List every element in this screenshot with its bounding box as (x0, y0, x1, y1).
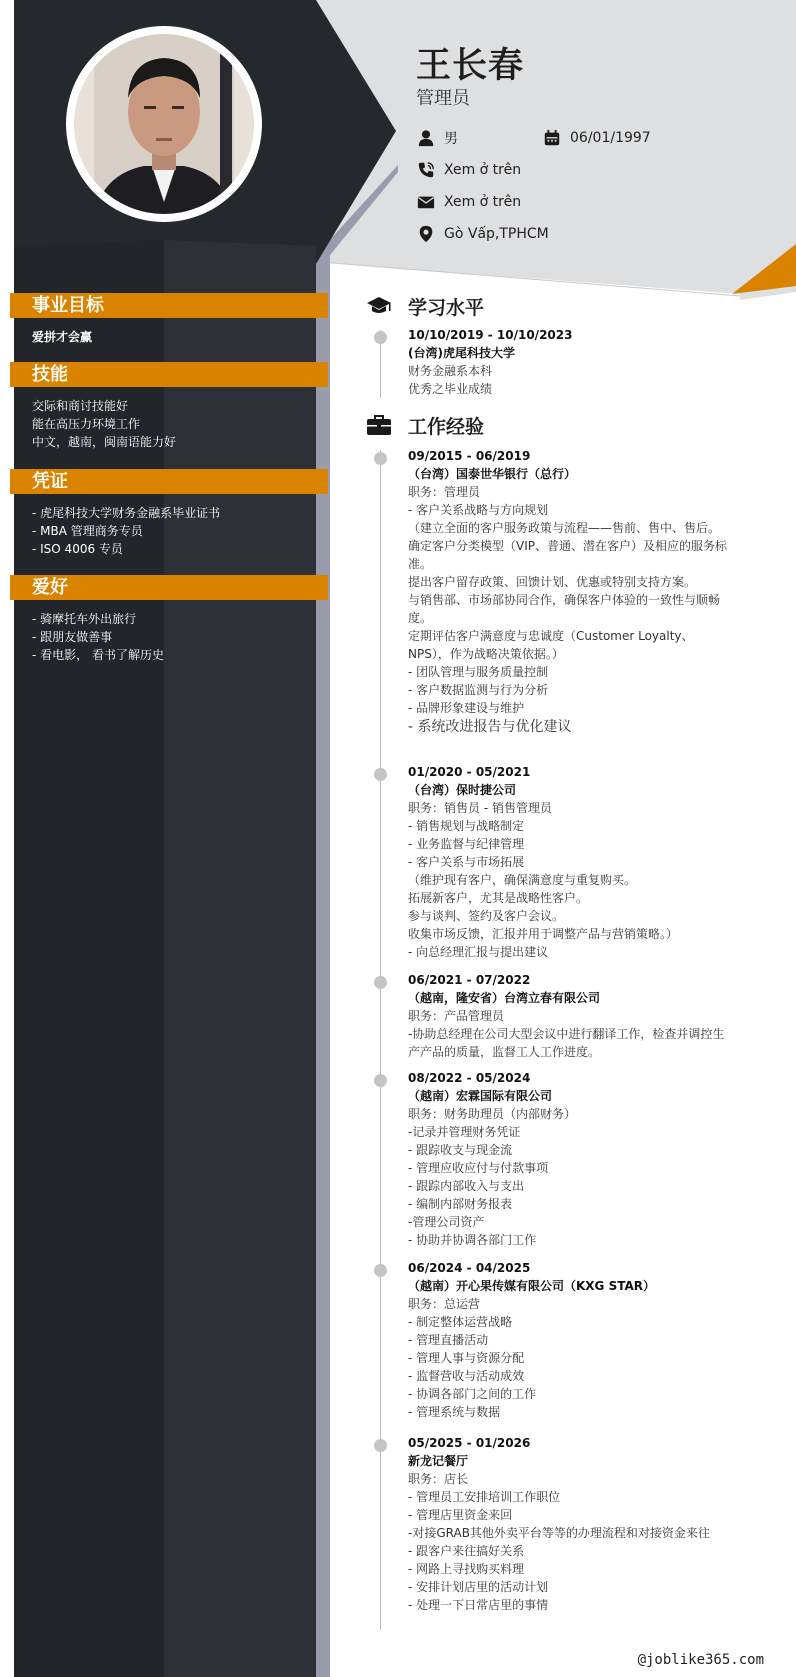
timeline-dot (374, 452, 387, 465)
experience-company: （台湾）国泰世华银行（总行） (408, 467, 577, 481)
skill-item: 中文，越南，闽南语能力好 (32, 435, 177, 449)
certificates-section (10, 469, 328, 558)
experience-line: - 系统改进报告与优化建议 (408, 719, 572, 735)
experience-entry (408, 971, 734, 1061)
candidate-name: 王长春 (416, 46, 525, 86)
candidate-title: 管理员 (416, 88, 470, 109)
skill-item: 交际和商讨技能好 (32, 399, 129, 413)
phone-value: Xem ở trên (444, 162, 522, 178)
experience-company: （越南）宏霖国际有限公司 (408, 1089, 553, 1103)
timeline-dot (374, 768, 387, 781)
phone-icon (414, 160, 438, 180)
calendar-icon (540, 128, 564, 148)
education-entry (408, 326, 734, 398)
experience-line: - 制定整体运营战略 (408, 1315, 513, 1329)
experience-company: （台湾）保时捷公司 (408, 783, 517, 797)
experience-date: 01/2020 - 05/2021 (408, 765, 531, 779)
experience-line: 确定客户分类模型（VIP、普通、潜在客户）及相应的服务标准。 (408, 539, 727, 571)
skills-list (10, 387, 328, 451)
envelope-icon (414, 192, 438, 212)
experience-company: （越南）开心果传媒有限公司（KXG STAR） (408, 1279, 656, 1293)
skills-heading: 技能 (10, 362, 328, 387)
gender-row (414, 128, 458, 148)
hobbies-list (10, 600, 328, 664)
experience-date: 06/2024 - 04/2025 (408, 1261, 531, 1275)
experience-line: - 品牌形象建设与维护 (408, 701, 525, 715)
certificate-item: - MBA 管理商务专员 (32, 524, 143, 538)
timeline-dot (374, 1439, 387, 1452)
experience-line: - 协助并协调各部门工作 (408, 1233, 537, 1247)
experience-line: - 安排计划店里的活动计划 (408, 1580, 549, 1594)
experience-line: - 管理应收应付与付款事项 (408, 1161, 549, 1175)
experience-line: - 监督营收与活动成效 (408, 1369, 525, 1383)
experience-entry (408, 1259, 734, 1421)
hobby-item: - 跟朋友做善事 (32, 630, 113, 644)
timeline-dot (374, 1074, 387, 1087)
experience-entry (408, 1069, 734, 1249)
certificate-item: - ISO 4006 专员 (32, 542, 123, 556)
gender-value: 男 (444, 131, 458, 147)
experience-line: - 团队管理与服务质量控制 (408, 665, 549, 679)
experience-line: - 管理系统与数据 (408, 1405, 501, 1419)
experience-heading: 工作经验 (408, 416, 485, 438)
email-value: Xem ở trên (444, 194, 522, 210)
experience-line: - 客户数据监测与行为分析 (408, 683, 549, 697)
objective-section (10, 293, 328, 346)
experience-line: - 跟客户来往搞好关系 (408, 1544, 525, 1558)
skills-section (10, 362, 328, 451)
experience-line: - 管理人事与资源分配 (408, 1351, 525, 1365)
experience-company: 新龙记餐厅 (408, 1454, 469, 1468)
experience-line: - 跟踪收支与现金流 (408, 1143, 513, 1157)
experience-line: 职务：管理员 (408, 485, 481, 499)
birthday-value: 06/01/1997 (570, 130, 651, 146)
certificate-item: - 虎尾科技大学财务金融系毕业证书 (32, 506, 221, 520)
experience-line: 定期评估客户满意度与忠诚度（Customer Loyalty、NPS），作为战略决策依据。） (408, 629, 694, 661)
avatar (66, 26, 262, 222)
experience-entry (408, 763, 734, 961)
experience-line: - 客户关系与市场拓展 (408, 855, 525, 869)
experience-line: 参与谈判、签约及客户会议。 (408, 909, 565, 923)
profile-photo (74, 34, 254, 214)
footer-watermark: @joblike365.com (637, 1652, 764, 1668)
experience-line: -管理公司资产 (408, 1215, 485, 1229)
experience-line: 拓展新客户，尤其是战略性客户。 (408, 891, 589, 905)
experience-entry (408, 447, 734, 737)
education-line: 优秀之毕业成绩 (408, 382, 493, 396)
hobby-item: - 骑摩托车外出旅行 (32, 612, 137, 626)
hobbies-section (10, 575, 328, 664)
experience-line: - 销售规划与战略制定 (408, 819, 525, 833)
timeline-dot (374, 331, 387, 344)
experience-line: - 管理直播活动 (408, 1333, 489, 1347)
phone-row (414, 160, 521, 180)
experience-line: - 管理员工安排培训工作职位 (408, 1490, 561, 1504)
experience-line: -对接GRAB其他外卖平台等等的办理流程和对接资金来往 (408, 1526, 710, 1540)
graduation-cap-icon (366, 295, 392, 317)
experience-line: 提出客户留存政策、回馈计划、优惠或特别支持方案。 (408, 575, 697, 589)
experience-line: 职务：销售员 - 销售管理员 (408, 801, 552, 815)
experience-line: -记录并管理财务凭证 (408, 1125, 521, 1139)
experience-line: - 向总经理汇报与提出建议 (408, 945, 549, 959)
address-row (414, 224, 549, 244)
education-school: (台湾)虎尾科技大学 (408, 346, 515, 360)
birthday-row (540, 128, 651, 148)
experience-line: 职务：总运营 (408, 1297, 481, 1311)
education-heading: 学习水平 (408, 297, 485, 319)
timeline-dot (374, 1264, 387, 1277)
experience-line: 收集市场反馈，汇报并用于调整产品与营销策略。） (408, 927, 679, 941)
experience-line: - 跟踪内部收入与支出 (408, 1179, 525, 1193)
education-date: 10/10/2019 - 10/10/2023 (408, 328, 573, 342)
person-icon (414, 128, 438, 148)
experience-line: - 处理一下日常店里的事情 (408, 1598, 549, 1612)
experience-line: - 管理店里资金来回 (408, 1508, 513, 1522)
experience-line: - 协调各部门之间的工作 (408, 1387, 537, 1401)
skill-item: 能在高压力环境工作 (32, 417, 141, 431)
experience-entry (408, 1434, 734, 1614)
experience-line: - 编制内部财务报表 (408, 1197, 513, 1211)
experience-date: 08/2022 - 05/2024 (408, 1071, 531, 1085)
experience-line: -协助总经理在公司大型会议中进行翻译工作，检查并调控生产产品的质量，监督工人工作进度。 (408, 1027, 725, 1059)
objective-text: 爱拼才会赢 (32, 330, 93, 344)
experience-timeline-line (380, 450, 381, 1630)
address-value: Gò Vấp,TPHCM (444, 226, 549, 242)
experience-line: 职务：财务助理员（内部财务） (408, 1107, 577, 1121)
experience-line: - 网路上寻找购买料理 (408, 1562, 525, 1576)
experience-date: 05/2025 - 01/2026 (408, 1436, 531, 1450)
certificates-list (10, 494, 328, 558)
education-line: 财务金融系本科 (408, 364, 493, 378)
experience-company: （越南，隆安省）台湾立春有限公司 (408, 991, 601, 1005)
map-pin-icon (414, 224, 438, 244)
briefcase-icon (366, 414, 392, 436)
hobby-item: - 看电影， 看书了解历史 (32, 648, 164, 662)
experience-line: 职务：店长 (408, 1472, 469, 1486)
timeline-dot (374, 976, 387, 989)
certificates-heading: 凭证 (10, 469, 328, 494)
hobbies-heading: 爱好 (10, 575, 328, 600)
experience-line: （维护现有客户，确保满意度与重复购买。 (408, 873, 637, 887)
objective-heading: 事业目标 (10, 293, 328, 318)
experience-date: 06/2021 - 07/2022 (408, 973, 531, 987)
experience-line: - 客户关系战略与方向规划 (408, 503, 549, 517)
experience-line: 与销售部、市场部协同合作，确保客户体验的一致性与顺畅度。 (408, 593, 721, 625)
email-row (414, 192, 521, 212)
experience-date: 09/2015 - 06/2019 (408, 449, 531, 463)
experience-line: - 业务监督与纪律管理 (408, 837, 525, 851)
experience-line: （建立全面的客户服务政策与流程——售前、售中、售后。 (408, 521, 721, 535)
experience-line: 职务：产品管理员 (408, 1009, 505, 1023)
